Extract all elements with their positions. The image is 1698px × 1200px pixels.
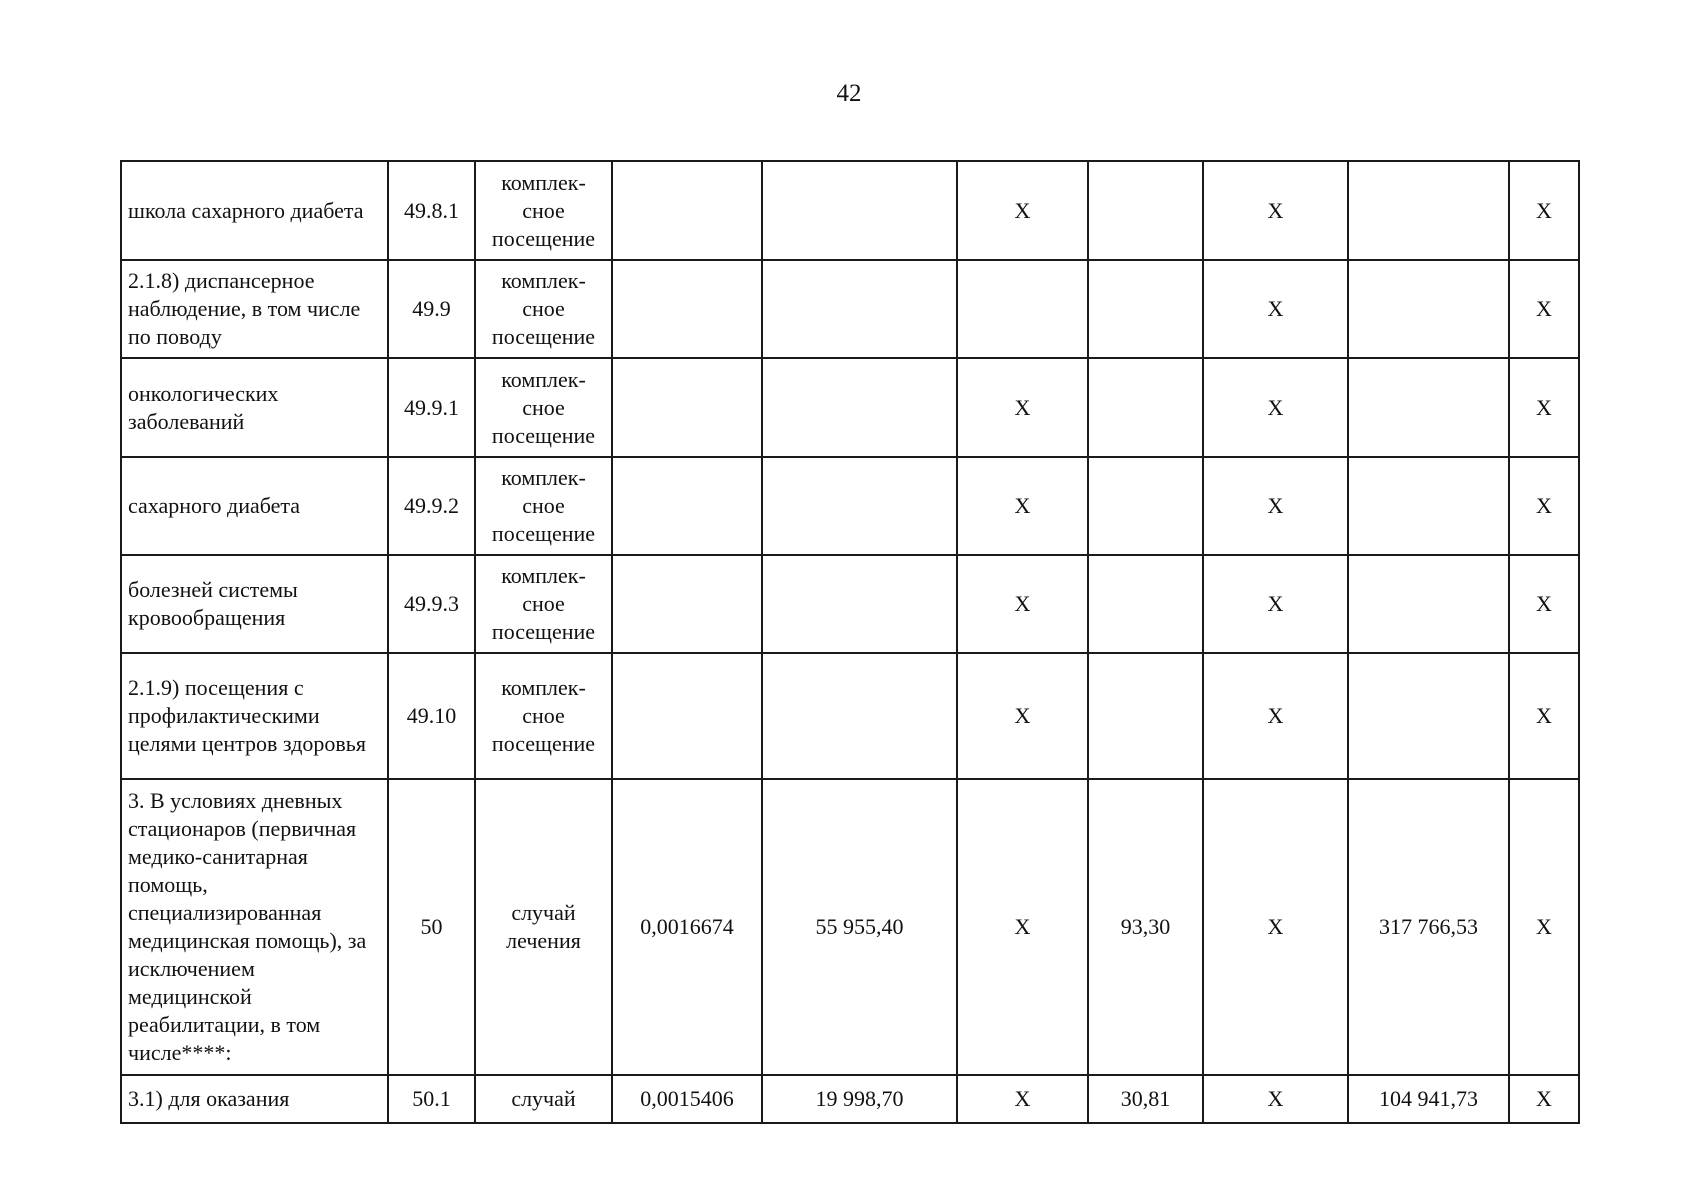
cell-c7: 30,81 <box>1088 1075 1203 1123</box>
cell-c6 <box>957 260 1088 358</box>
table-row <box>121 260 1579 358</box>
cell-c4 <box>612 161 762 260</box>
row-code: 49.9.1 <box>388 358 475 457</box>
cell-c7 <box>1088 457 1203 555</box>
row-name: 3. В условиях дневных стационаров (первичная медико-санитарная помощь, специализированная медицинская помощь), за исключением медицинской реабилитации, в том числе****: <box>121 779 388 1075</box>
cell-c10: X <box>1509 653 1579 779</box>
cell-c6: X <box>957 653 1088 779</box>
cell-c10: X <box>1509 1075 1579 1123</box>
cell-c6: X <box>957 457 1088 555</box>
cell-c4 <box>612 653 762 779</box>
cell-c8: X <box>1203 457 1348 555</box>
row-unit: случай <box>475 1075 612 1123</box>
cell-c9: 104 941,73 <box>1348 1075 1509 1123</box>
row-unit: комплек- сное посещение <box>475 457 612 555</box>
cell-c8: X <box>1203 358 1348 457</box>
cell-c9 <box>1348 653 1509 779</box>
row-name: болезней системы кровообращения <box>121 555 388 653</box>
table-row <box>121 555 1579 653</box>
cell-c7 <box>1088 555 1203 653</box>
table-row <box>121 1075 1579 1123</box>
table-row <box>121 161 1579 260</box>
cell-c5 <box>762 653 957 779</box>
cell-c5 <box>762 457 957 555</box>
cell-c4 <box>612 260 762 358</box>
cell-c8: X <box>1203 161 1348 260</box>
row-code: 49.9.2 <box>388 457 475 555</box>
cell-c9 <box>1348 358 1509 457</box>
table-row <box>121 457 1579 555</box>
cell-c6: X <box>957 555 1088 653</box>
row-unit: комплек- сное посещение <box>475 555 612 653</box>
cell-c9 <box>1348 457 1509 555</box>
cell-c4: 0,0016674 <box>612 779 762 1075</box>
row-code: 50.1 <box>388 1075 475 1123</box>
cell-c10: X <box>1509 779 1579 1075</box>
cell-c8: X <box>1203 260 1348 358</box>
cell-c10: X <box>1509 161 1579 260</box>
row-name: онкологических заболеваний <box>121 358 388 457</box>
cell-c7 <box>1088 358 1203 457</box>
row-name: сахарного диабета <box>121 457 388 555</box>
standards-table <box>120 160 1580 1124</box>
cell-c5 <box>762 358 957 457</box>
row-name: 2.1.8) диспансерное наблюдение, в том числе по поводу <box>121 260 388 358</box>
row-unit: случай лечения <box>475 779 612 1075</box>
row-name: школа сахарного диабета <box>121 161 388 260</box>
row-unit: комплек- сное посещение <box>475 358 612 457</box>
table-row <box>121 358 1579 457</box>
row-unit: комплек- сное посещение <box>475 161 612 260</box>
cell-c10: X <box>1509 260 1579 358</box>
cell-c5: 19 998,70 <box>762 1075 957 1123</box>
cell-c4 <box>612 358 762 457</box>
cell-c6: X <box>957 1075 1088 1123</box>
page-number: 42 <box>836 80 862 107</box>
cell-c5: 55 955,40 <box>762 779 957 1075</box>
cell-c6: X <box>957 779 1088 1075</box>
cell-c9 <box>1348 260 1509 358</box>
cell-c6: X <box>957 161 1088 260</box>
row-code: 49.9 <box>388 260 475 358</box>
row-unit: комплек- сное посещение <box>475 653 612 779</box>
cell-c9 <box>1348 161 1509 260</box>
cell-c10: X <box>1509 457 1579 555</box>
cell-c5 <box>762 161 957 260</box>
cell-c7 <box>1088 653 1203 779</box>
row-unit: комплек- сное посещение <box>475 260 612 358</box>
cell-c5 <box>762 555 957 653</box>
cell-c8: X <box>1203 779 1348 1075</box>
row-name: 2.1.9) посещения с профилактическими целями центров здоровья <box>121 653 388 779</box>
cell-c9: 317 766,53 <box>1348 779 1509 1075</box>
cell-c6: X <box>957 358 1088 457</box>
cell-c7 <box>1088 161 1203 260</box>
cell-c5 <box>762 260 957 358</box>
cell-c8: X <box>1203 555 1348 653</box>
table-row <box>121 779 1579 1075</box>
row-code: 49.10 <box>388 653 475 779</box>
cell-c7: 93,30 <box>1088 779 1203 1075</box>
row-code: 49.8.1 <box>388 161 475 260</box>
table-row <box>121 653 1579 779</box>
row-code: 50 <box>388 779 475 1075</box>
cell-c4: 0,0015406 <box>612 1075 762 1123</box>
cell-c8: X <box>1203 1075 1348 1123</box>
cell-c8: X <box>1203 653 1348 779</box>
cell-c7 <box>1088 260 1203 358</box>
row-name: 3.1) для оказания <box>121 1075 388 1123</box>
cell-c4 <box>612 457 762 555</box>
row-code: 49.9.3 <box>388 555 475 653</box>
cell-c10: X <box>1509 358 1579 457</box>
cell-c4 <box>612 555 762 653</box>
cell-c9 <box>1348 555 1509 653</box>
cell-c10: X <box>1509 555 1579 653</box>
